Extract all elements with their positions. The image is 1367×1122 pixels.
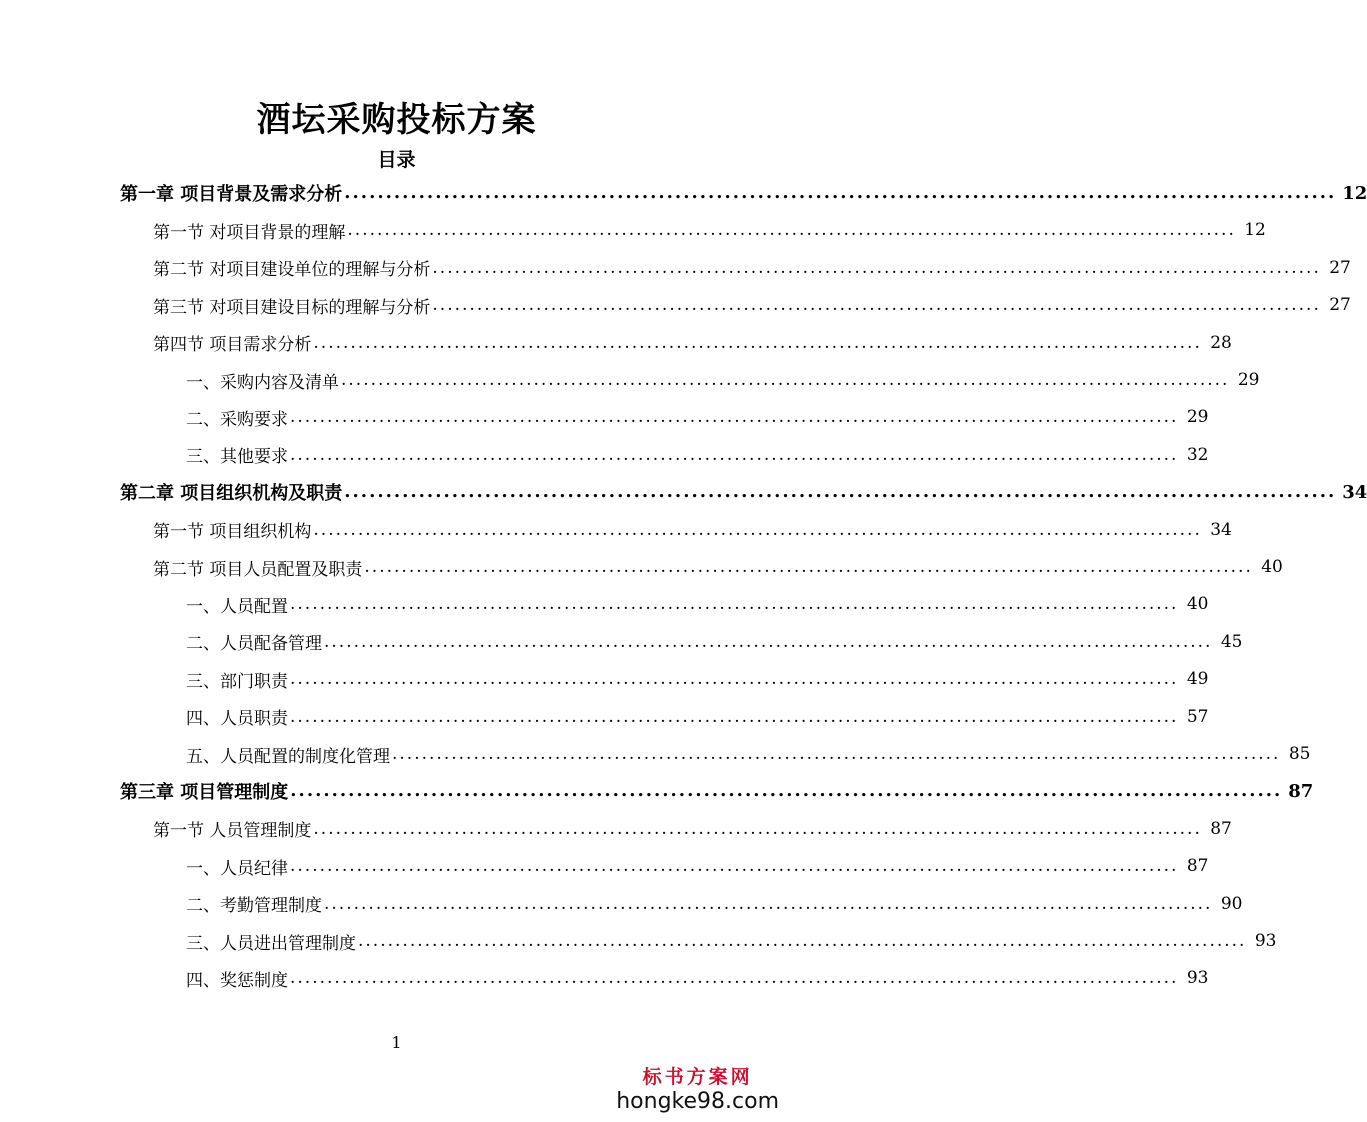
toc-entry-level3[interactable] xyxy=(186,849,1209,883)
toc-entry-label: 四、人员职责 xyxy=(186,709,288,730)
toc-entry-page: 49 xyxy=(1186,669,1209,690)
toc-entry-level3[interactable] xyxy=(186,363,1260,397)
toc-entry-page: 45 xyxy=(1220,631,1243,652)
toc-dot-leader: ........................................................................................................................ xyxy=(290,856,1179,877)
toc-entry-label: 第二章 项目组织机构及职责 xyxy=(120,483,343,505)
toc-entry-label: 第一节 项目组织机构 xyxy=(153,522,312,543)
toc-entry-level2[interactable] xyxy=(153,251,1351,285)
toc-entry-level1[interactable] xyxy=(120,176,1367,210)
page-number: 1 xyxy=(391,1033,402,1052)
toc-entry-label: 三、部门职责 xyxy=(186,671,288,692)
toc-dot-leader: ........................................................................................................................ xyxy=(392,744,1281,764)
toc-entry-label: 二、考勤管理制度 xyxy=(186,896,322,917)
toc-entry-level1[interactable] xyxy=(120,475,1367,509)
toc-entry-level3[interactable] xyxy=(186,438,1209,472)
toc-dot-leader: ........................................................................................................................ xyxy=(344,182,1337,203)
toc-dot-leader: ........................................................................................................................ xyxy=(313,519,1202,540)
toc-entry-level1[interactable] xyxy=(120,774,1314,808)
toc-entry-page: 34 xyxy=(1342,481,1367,503)
toc-entry-label: 第三节 对项目建设目标的理解与分析 xyxy=(153,297,431,318)
toc-entry-label: 第一节 对项目背景的理解 xyxy=(153,222,346,243)
toc-entry-page: 90 xyxy=(1220,893,1243,914)
toc-dot-leader: ........................................................................................................................ xyxy=(290,407,1179,428)
toc-entry-page: 40 xyxy=(1261,557,1283,577)
toc-entry-page: 28 xyxy=(1210,332,1232,353)
toc-entry-level2[interactable] xyxy=(153,812,1232,846)
toc-entry-label: 一、采购内容及清单 xyxy=(186,372,339,393)
toc-entry-page: 27 xyxy=(1329,295,1351,316)
toc-entry-label: 第三章 项目管理制度 xyxy=(120,782,289,804)
toc-heading: 目录 xyxy=(377,149,416,171)
document-title: 酒坛采购投标方案 xyxy=(256,100,537,140)
toc-entry-label: 一、人员配置 xyxy=(186,596,288,617)
toc-dot-leader: ........................................................................................................................ xyxy=(313,332,1202,353)
toc-entry-level3[interactable] xyxy=(186,662,1209,696)
toc-entry-label: 二、人员配备管理 xyxy=(186,634,322,655)
watermark-brand: 标书方案网 xyxy=(642,1066,753,1088)
toc-entry-label: 第二节 项目人员配置及职责 xyxy=(153,559,363,580)
toc-entry-level2[interactable] xyxy=(153,513,1232,547)
toc-entry-page: 87 xyxy=(1186,856,1209,877)
watermark-url: hongke98.com xyxy=(616,1089,779,1114)
toc-entry-label: 五、人员配置的制度化管理 xyxy=(186,746,390,767)
toc-dot-leader: ........................................................................................................................ xyxy=(290,444,1179,465)
toc-entry-level3[interactable] xyxy=(186,400,1209,434)
toc-entry-page: 32 xyxy=(1186,444,1209,465)
toc-entry-page: 93 xyxy=(1186,968,1209,989)
toc-entry-page: 87 xyxy=(1288,780,1314,802)
toc-dot-leader: ........................................................................................................................ xyxy=(347,220,1236,241)
toc-entry-label: 二、采购要求 xyxy=(186,409,288,430)
toc-dot-leader: ........................................................................................................................ xyxy=(290,594,1179,615)
toc-dot-leader: ........................................................................................................................ xyxy=(313,818,1202,839)
toc-dot-leader: ........................................................................................................................ xyxy=(341,370,1230,390)
toc-dot-leader: ........................................................................................................................ xyxy=(358,931,1247,951)
toc-entry-page: 87 xyxy=(1210,818,1232,839)
toc-entry-level2[interactable] xyxy=(153,288,1351,322)
toc-entry-page: 12 xyxy=(1244,220,1266,241)
toc-entry-page: 29 xyxy=(1186,407,1209,428)
toc-entry-level2[interactable] xyxy=(153,326,1232,360)
toc-dot-leader: ........................................................................................................................ xyxy=(344,481,1337,503)
toc-entry-label: 一、人员纪律 xyxy=(186,858,288,879)
toc-entry-page: 27 xyxy=(1329,257,1351,278)
toc-entry-page: 29 xyxy=(1237,370,1260,390)
toc-dot-leader: ........................................................................................................................ xyxy=(290,669,1179,690)
toc-entry-page: 40 xyxy=(1186,594,1209,615)
toc-dot-leader: ........................................................................................................................ xyxy=(290,780,1283,802)
toc-dot-leader: ........................................................................................................................ xyxy=(324,893,1213,914)
toc-dot-leader: ........................................................................................................................ xyxy=(432,295,1321,316)
toc-entry-level3[interactable] xyxy=(186,587,1209,621)
toc-entry-label: 第一章 项目背景及需求分析 xyxy=(120,184,343,205)
toc-entry-label: 第四节 项目需求分析 xyxy=(153,335,312,356)
toc-entry-page: 57 xyxy=(1186,706,1209,727)
toc-entry-page: 12 xyxy=(1342,182,1367,204)
toc-entry-page: 93 xyxy=(1254,931,1277,951)
toc-entry-level2[interactable] xyxy=(153,213,1266,247)
toc-dot-leader: ........................................................................................................................ xyxy=(364,557,1253,577)
toc-entry-label: 第一节 人员管理制度 xyxy=(153,821,312,842)
toc-entry-level3[interactable] xyxy=(186,737,1311,771)
toc-entry-label: 三、人员进出管理制度 xyxy=(186,933,356,954)
toc-entry-level3[interactable] xyxy=(186,924,1277,958)
toc-entry-page: 85 xyxy=(1288,744,1311,764)
toc-dot-leader: ........................................................................................................................ xyxy=(290,706,1179,727)
toc-entry-page: 34 xyxy=(1210,519,1232,540)
watermark xyxy=(616,1062,779,1114)
toc-dot-leader: ........................................................................................................................ xyxy=(432,257,1321,278)
toc-entry-level3[interactable] xyxy=(186,700,1209,734)
toc-dot-leader: ........................................................................................................................ xyxy=(290,968,1179,989)
toc-entry-level3[interactable] xyxy=(186,961,1209,995)
toc-entry-label: 四、奖惩制度 xyxy=(186,970,288,991)
toc-entry-level3[interactable] xyxy=(186,887,1243,921)
toc-entry-label: 三、其他要求 xyxy=(186,447,288,468)
toc-entry-label: 第二节 对项目建设单位的理解与分析 xyxy=(153,260,431,281)
toc-entry-level3[interactable] xyxy=(186,625,1243,659)
toc-entry-level2[interactable] xyxy=(153,550,1283,584)
toc-dot-leader: ........................................................................................................................ xyxy=(324,631,1213,652)
